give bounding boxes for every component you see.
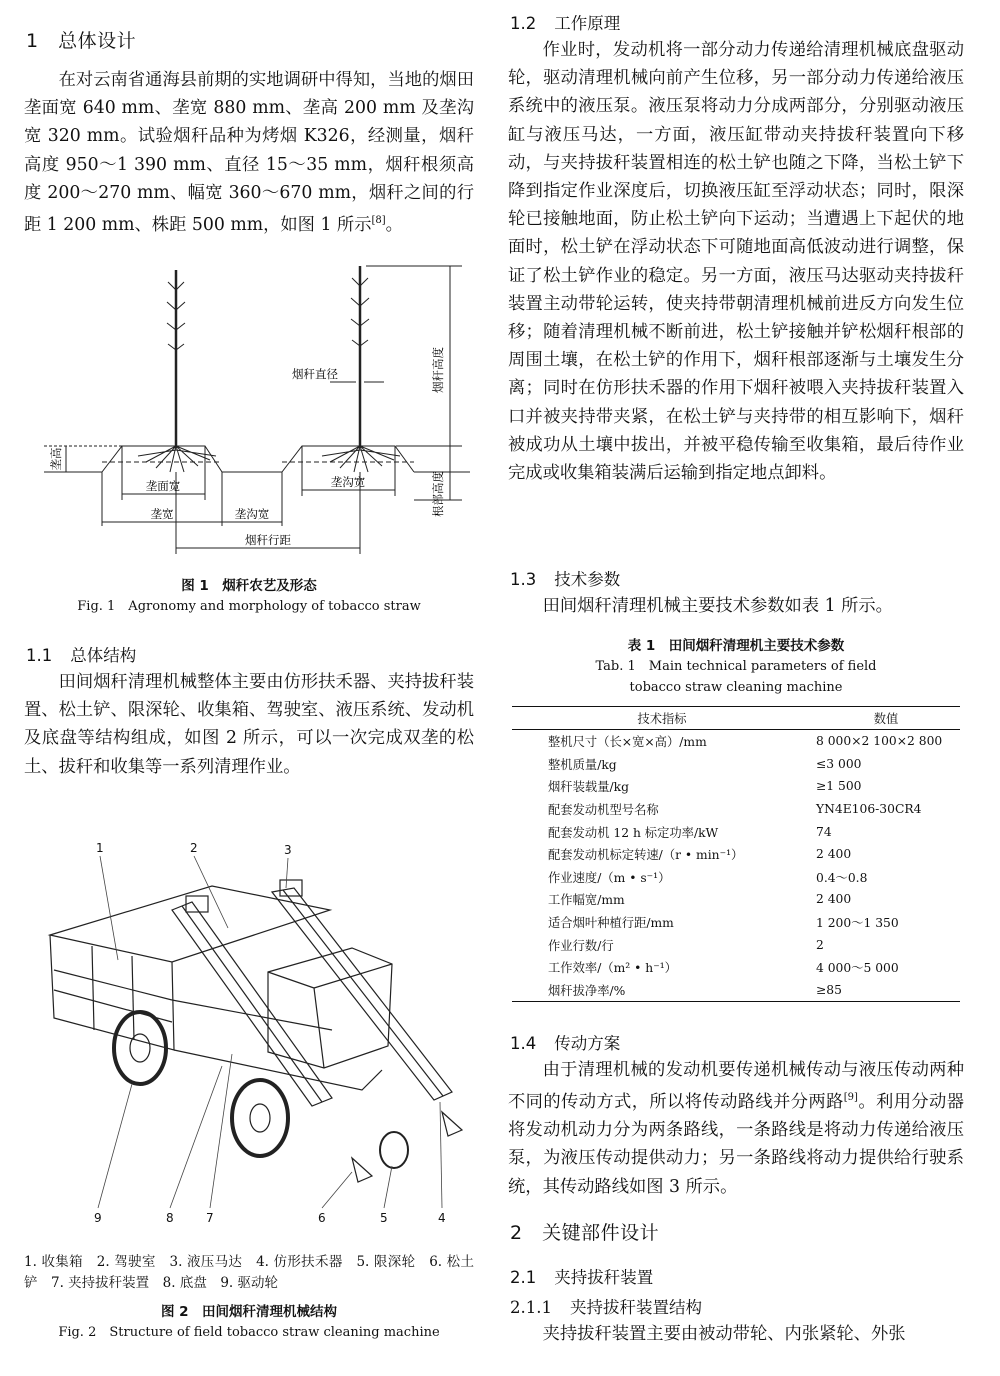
callout-9: 9	[94, 1211, 102, 1225]
callout-7: 7	[206, 1211, 214, 1225]
section-1-2-number: 1.2	[510, 14, 537, 33]
table-row	[512, 843, 960, 866]
section-2-1-number: 2.1	[510, 1268, 537, 1287]
label-ridge-width: 垄宽	[150, 507, 174, 521]
table-cell: 2 400	[816, 892, 852, 907]
depth-wheel	[380, 1132, 408, 1168]
section-1-4-text-a: 由于清理机械的发动机要传递机械传动与液压传动两种不同的传动方式，所以将传动路线并分两路	[508, 1060, 964, 1112]
citation-8: [8]	[371, 215, 386, 227]
table-row	[512, 979, 960, 1002]
table-cell: 配套发动机型号名称	[548, 803, 659, 818]
table-cell: 适合烟叶种植行距/mm	[548, 916, 674, 931]
ridge-1-outline	[102, 446, 222, 472]
section-1-4-title: 传动方案	[554, 1034, 621, 1053]
table-header-value: 数值	[812, 707, 960, 730]
figure-1-caption-cn: 图 1 烟秆农艺及形态	[181, 578, 317, 594]
drive-wheel-front	[232, 1080, 288, 1156]
table-cell: 烟秆装载量/kg	[548, 780, 629, 795]
label-ridge-top-width: 垄面宽	[145, 479, 181, 493]
section-1-1-paragraph	[24, 668, 474, 781]
table-row	[512, 798, 960, 821]
table-cell: 工作幅宽/mm	[548, 893, 625, 908]
section-2-heading: 2 关键部件设计	[510, 1222, 660, 1244]
callout-3: 3	[284, 843, 292, 857]
table-row	[512, 730, 960, 753]
table-row	[512, 933, 960, 956]
callout-1: 1	[96, 841, 104, 855]
table-cell: 烟秆拔净率/%	[512, 979, 812, 1002]
section-1-3-title: 技术参数	[554, 570, 621, 589]
section-2-1-1-number: 2.1.1	[510, 1298, 552, 1317]
section-1-4-paragraph	[508, 1056, 964, 1201]
table-cell: 整机质量/kg	[548, 757, 617, 772]
section-1-4-number: 1.4	[510, 1034, 537, 1053]
stalk-2-roots	[322, 446, 400, 472]
section-1-3-number: 1.3	[510, 570, 537, 589]
table-cell: 74	[816, 824, 832, 839]
section-1-2-heading	[510, 10, 620, 34]
label-ridge-height: 垄高	[49, 447, 63, 471]
section-1-2-title: 工作原理	[554, 14, 621, 33]
section-1-3-text: 田间烟秆清理机械主要技术参数如表 1 所示。	[542, 596, 893, 616]
table-header-row	[512, 707, 960, 730]
section-1-1-title: 总体结构	[70, 646, 137, 665]
table-cell: 工作效率/（m² • h⁻¹）	[548, 961, 677, 976]
section-1-1-text: 田间烟秆清理机械整体主要由仿形扶禾器、夹持拔秆装置、松土铲、限深轮、收集箱、驾驶室、液压系统、发动机及底盘等结构组成，如图 2 所示，可以一次完成双垄的松土、拔秆和收集等一系列清理作业。	[24, 672, 474, 777]
table-row	[512, 775, 960, 798]
table-row	[512, 956, 960, 979]
section-1-2-paragraph	[508, 36, 964, 487]
table-header-indicator: 技术指标	[512, 707, 812, 730]
section-2-1-1-title: 夹持拔秆装置结构	[569, 1298, 702, 1317]
table-cell: 配套发动机 12 h 标定功率/kW	[548, 825, 719, 840]
figure-2-legend: 1. 收集箱 2. 驾驶室 3. 液压马达 4. 仿形扶禾器 5. 限深轮 6. 松土铲 7. 夹持拔秆装置 8. 底盘 9. 驱动轮	[24, 1254, 474, 1291]
figure-2-caption-en: Fig. 2 Structure of field tobacco straw cleaning machine	[58, 1325, 440, 1340]
callout-5: 5	[380, 1211, 388, 1225]
table-cell: 0.4～0.8	[816, 870, 868, 885]
section-2-1-1-heading	[510, 1294, 702, 1318]
figure-2-caption-cn: 图 2 田间烟秆清理机械结构	[160, 1304, 338, 1320]
table-cell: 配套发动机标定转速/（r • min⁻¹）	[548, 848, 744, 863]
figure-1-diagram	[30, 250, 480, 570]
section-2-1-title: 夹持拔秆装置	[554, 1268, 654, 1287]
label-furrow-width-left: 垄沟宽	[234, 507, 270, 521]
table-row	[512, 911, 960, 934]
table-row	[512, 888, 960, 911]
label-root-height: 根部高度	[431, 471, 445, 517]
section-2-1-1-text: 夹持拔秆装置主要由被动带轮、内张紧轮、外张	[542, 1324, 906, 1344]
table-cell: 8 000×2 100×2 800	[816, 734, 943, 749]
table-1-caption-en: Tab. 1 Main technical parameters of field tobacco straw cleaning machine	[595, 659, 877, 695]
section-1-3-heading	[510, 566, 620, 590]
table-cell: 作业速度/（m • s⁻¹）	[548, 870, 671, 885]
table-1-caption-cn: 表 1 田间烟秆清理机主要技术参数	[627, 638, 845, 654]
figure-1-caption-en: Fig. 1 Agronomy and morphology of tobacco straw	[77, 599, 421, 614]
section-2-1-heading	[510, 1264, 653, 1288]
section-1-4-text-b: 。利用分动器将发动机动力分为两条路线，一条路线是将动力传递给液压泵，为液压传动提供动力；另一条路线将动力提供给行驶系统，其传动路线如图 3 所示。	[508, 1091, 964, 1197]
label-stalk-height: 烟秆高度	[431, 347, 445, 393]
collection-box-side	[50, 935, 174, 1050]
callout-2: 2	[190, 841, 198, 855]
table-cell: 整机尺寸（长×宽×高）/mm	[548, 735, 707, 750]
table-cell: 2 400	[816, 847, 852, 862]
stalk-1-roots	[138, 446, 216, 472]
callout-8: 8	[166, 1211, 174, 1225]
section-1-text: 在对云南省通海县前期的实地调研中得知，当地的烟田垄面宽 640 mm、垄宽 880 mm、垄高 200 mm 及垄沟宽 320 mm。试验烟秆品种为烤烟 K326，经测量，烟秆高度 950～1 390 mm、直径 15～35 mm，烟秆根须高度 200～270 mm、幅宽 360～670 mm，烟秆之间的行距 1 200 mm、株距 500 mm，如图 1 所示	[24, 70, 474, 235]
section-1-heading: 1 总体设计	[26, 30, 137, 52]
drive-wheel-rear	[114, 1012, 166, 1084]
table-cell: 1 200～1 350	[816, 916, 899, 931]
section-1-1-heading	[26, 642, 136, 666]
table-cell: ≥1 500	[816, 779, 862, 794]
section-2-1-1-paragraph	[508, 1320, 964, 1348]
figure-2-diagram	[32, 840, 478, 1240]
table-cell: 作业行数/行	[548, 938, 614, 953]
parameters-table	[512, 706, 960, 1002]
label-stalk-diameter: 烟秆直径	[292, 367, 338, 381]
section-1-4-heading	[510, 1030, 620, 1054]
callout-4: 4	[438, 1211, 446, 1225]
callout-6: 6	[318, 1211, 326, 1225]
table-cell: ≥85	[812, 979, 960, 1002]
table-cell: YN4E106-30CR4	[816, 802, 922, 817]
table-cell: ≤3 000	[816, 756, 862, 771]
section-1-1-number: 1.1	[26, 646, 53, 665]
section-1-paragraph	[24, 66, 474, 239]
label-furrow-width-right: 垄沟宽	[330, 475, 366, 489]
table-cell: 2	[816, 937, 824, 952]
label-row-spacing: 烟秆行距	[245, 533, 291, 547]
table-row	[512, 820, 960, 843]
loosening-shovel	[352, 1158, 372, 1182]
section-1-text-end: 。	[385, 214, 403, 235]
table-row	[512, 866, 960, 889]
section-1-2-text: 作业时，发动机将一部分动力传递给清理机械底盘驱动轮，驱动清理机械向前产生位移，另一部分动力传递给液压系统中的液压泵。液压泵将动力分成两部分，分别驱动液压缸与液压马达，一方面，液压缸带动夹持拔秆装置向下移动，与夹持拔秆装置相连的松土铲也随之下降，当松土铲下降到指定作业深度后，切换液压缸至浮动状态；同时，限深轮已接触地面，防止松土铲向下运动；当遭遇上下起伏的地面时，松土铲在浮动状态下可随地面高低波动进行调整，保证了松土铲作业的稳定。另一方面，液压马达驱动夹持拔秆装置主动带轮运转，使夹持带朝清理机械前进反方向发生位移；随着清理机械不断前进，松土铲接触并铲松烟秆根部的周围土壤，在松土铲的作用下，烟秆根部逐渐与土壤发生分离；同时在仿形扶禾器的作用下烟秆被喂入夹持拔秆装置入口并被夹持带夹紧，在松土铲与夹持带的相互影响下，烟秆被成功从土壤中拔出，并被平稳传输至收集箱，最后待作业完成或收集箱装满后运输到指定地点卸料。	[508, 40, 964, 484]
citation-9: [9]	[843, 1092, 858, 1104]
section-1-3-paragraph	[508, 592, 964, 620]
table-cell: 4 000～5 000	[816, 961, 899, 976]
table-row	[512, 753, 960, 776]
